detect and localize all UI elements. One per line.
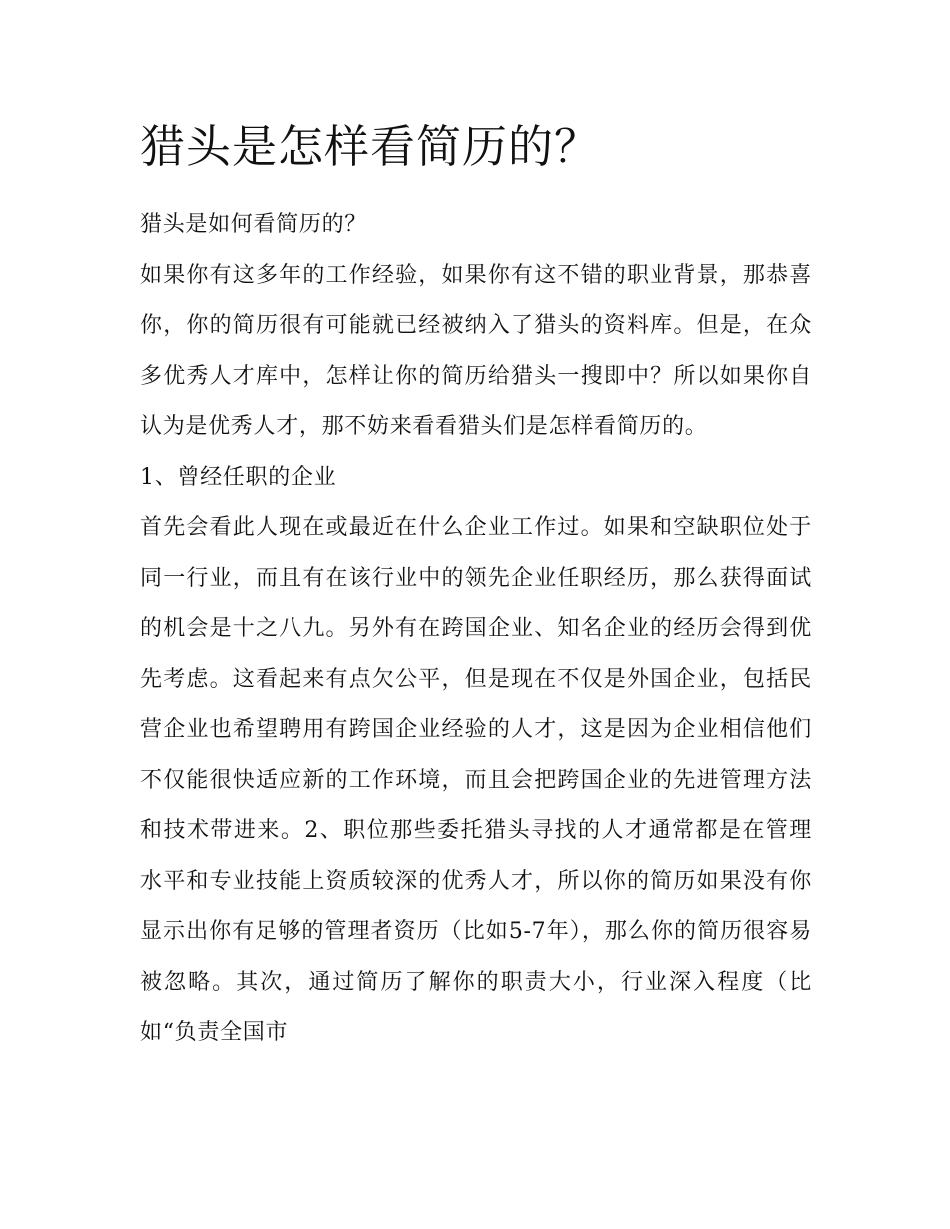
paragraph-subtitle: 猎头是如何看简历的？ bbox=[140, 212, 368, 237]
document-title: 猎头是怎样看简历的？ bbox=[140, 120, 601, 173]
document-body bbox=[140, 112, 812, 1059]
paragraph-body: 首先会看此人现在或最近在什么企业工作过。如果和空缺职位处于同一行业，而且有在该行业中的领先企业任职经历，那么获得面试的机会是十之八九。另外有在跨国企业、知名企业的经历会得到优先考虑。这看起来有点欠公平，但是现在不仅是外国企业，包括民营企业也希望聘用有跨国企业经验的人才，这是因为企业相信他们不仅能很快适应新的工作环境，而且会把跨国企业的先进管理方法和技术带进来。2、职位那些委托猎头寻找的人才通常都是在管理水平和专业技能上资质较深的优秀人才，所以你的简历如果没有你显示出你有足够的管理者资历（比如5-7年），那么你的简历很容易被忽略。其次，通过简历了解你的职责大小，行业深入程度（比如“负责全国市 bbox=[140, 515, 812, 1045]
paragraph-intro: 如果你有这多年的工作经验，如果你有这不错的职业背景，那恭喜你，你的简历很有可能就已经被纳入了猎头的资料库。但是，在众多优秀人才库中，怎样让你的简历给猎头一搜即中？所以如果你自认为是优秀人才，那不妨来看看猎头们是怎样看简历的。 bbox=[140, 262, 812, 439]
paragraph-section-heading: 1、曾经任职的企业 bbox=[140, 464, 337, 490]
